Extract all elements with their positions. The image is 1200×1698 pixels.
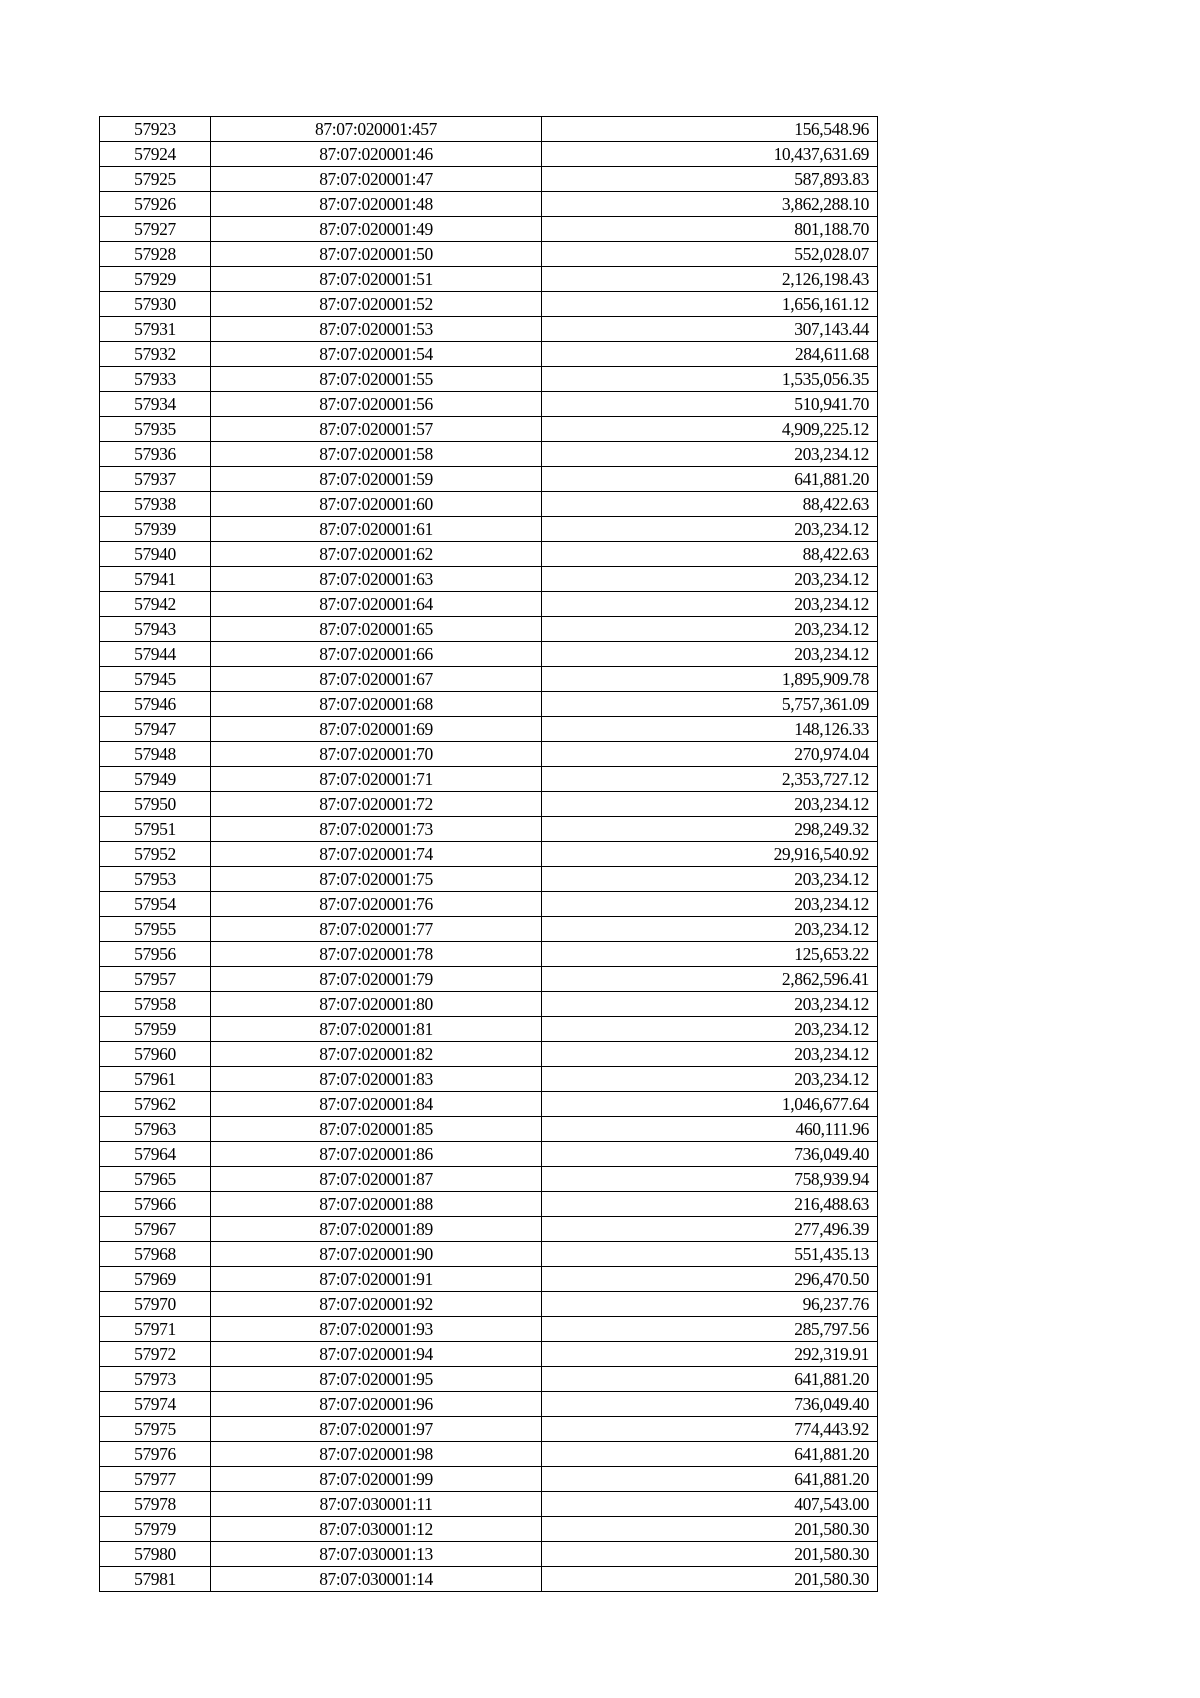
cadastral-number-cell: 87:07:020001:93 <box>211 1317 542 1342</box>
value-cell: 125,653.22 <box>542 942 878 967</box>
cadastral-number-cell: 87:07:020001:49 <box>211 217 542 242</box>
table-row <box>100 317 878 342</box>
value-cell: 641,881.20 <box>542 1442 878 1467</box>
table-row <box>100 1417 878 1442</box>
cadastral-number-cell: 87:07:020001:89 <box>211 1217 542 1242</box>
value-cell: 1,046,677.64 <box>542 1092 878 1117</box>
row-number-cell: 57948 <box>100 742 211 767</box>
value-cell: 201,580.30 <box>542 1567 878 1592</box>
value-cell: 203,234.12 <box>542 617 878 642</box>
row-number-cell: 57965 <box>100 1167 211 1192</box>
value-cell: 203,234.12 <box>542 642 878 667</box>
table-row <box>100 1117 878 1142</box>
row-number-cell: 57970 <box>100 1292 211 1317</box>
cadastral-number-cell: 87:07:020001:457 <box>211 117 542 142</box>
row-number-cell: 57939 <box>100 517 211 542</box>
table-row <box>100 1367 878 1392</box>
value-cell: 203,234.12 <box>542 792 878 817</box>
value-cell: 203,234.12 <box>542 892 878 917</box>
table-row <box>100 517 878 542</box>
row-number-cell: 57951 <box>100 817 211 842</box>
value-cell: 88,422.63 <box>542 492 878 517</box>
cadastral-number-cell: 87:07:020001:81 <box>211 1017 542 1042</box>
table-row <box>100 417 878 442</box>
table-row <box>100 492 878 517</box>
table-row <box>100 1542 878 1567</box>
cadastral-number-cell: 87:07:020001:48 <box>211 192 542 217</box>
row-number-cell: 57933 <box>100 367 211 392</box>
row-number-cell: 57943 <box>100 617 211 642</box>
value-cell: 203,234.12 <box>542 442 878 467</box>
cadastral-number-cell: 87:07:020001:87 <box>211 1167 542 1192</box>
row-number-cell: 57932 <box>100 342 211 367</box>
row-number-cell: 57952 <box>100 842 211 867</box>
value-cell: 296,470.50 <box>542 1267 878 1292</box>
value-cell: 1,895,909.78 <box>542 667 878 692</box>
cadastral-number-cell: 87:07:020001:62 <box>211 542 542 567</box>
cadastral-number-cell: 87:07:020001:61 <box>211 517 542 542</box>
cadastral-number-cell: 87:07:020001:64 <box>211 592 542 617</box>
row-number-cell: 57924 <box>100 142 211 167</box>
table-row <box>100 1267 878 1292</box>
cadastral-number-cell: 87:07:020001:67 <box>211 667 542 692</box>
cadastral-number-cell: 87:07:020001:51 <box>211 267 542 292</box>
row-number-cell: 57955 <box>100 917 211 942</box>
value-cell: 201,580.30 <box>542 1542 878 1567</box>
cadastral-number-cell: 87:07:020001:57 <box>211 417 542 442</box>
cadastral-number-cell: 87:07:020001:69 <box>211 717 542 742</box>
table-row <box>100 967 878 992</box>
row-number-cell: 57966 <box>100 1192 211 1217</box>
table-row <box>100 1467 878 1492</box>
cadastral-number-cell: 87:07:020001:85 <box>211 1117 542 1142</box>
table-row <box>100 1317 878 1342</box>
table-row <box>100 342 878 367</box>
value-cell: 407,543.00 <box>542 1492 878 1517</box>
cadastral-number-cell: 87:07:030001:12 <box>211 1517 542 1542</box>
value-cell: 551,435.13 <box>542 1242 878 1267</box>
cadastral-number-cell: 87:07:020001:94 <box>211 1342 542 1367</box>
table-row <box>100 767 878 792</box>
table-row <box>100 1017 878 1042</box>
table-row <box>100 1517 878 1542</box>
table-row <box>100 892 878 917</box>
table-row <box>100 1067 878 1092</box>
row-number-cell: 57956 <box>100 942 211 967</box>
value-cell: 203,234.12 <box>542 1042 878 1067</box>
value-cell: 2,353,727.12 <box>542 767 878 792</box>
row-number-cell: 57940 <box>100 542 211 567</box>
value-cell: 216,488.63 <box>542 1192 878 1217</box>
table-row <box>100 1192 878 1217</box>
cadastral-number-cell: 87:07:020001:91 <box>211 1267 542 1292</box>
table-row <box>100 617 878 642</box>
table-row <box>100 142 878 167</box>
value-cell: 29,916,540.92 <box>542 842 878 867</box>
value-cell: 774,443.92 <box>542 1417 878 1442</box>
value-cell: 10,437,631.69 <box>542 142 878 167</box>
value-cell: 552,028.07 <box>542 242 878 267</box>
cadastral-number-cell: 87:07:020001:82 <box>211 1042 542 1067</box>
row-number-cell: 57980 <box>100 1542 211 1567</box>
row-number-cell: 57945 <box>100 667 211 692</box>
row-number-cell: 57981 <box>100 1567 211 1592</box>
table-row <box>100 692 878 717</box>
value-cell: 307,143.44 <box>542 317 878 342</box>
row-number-cell: 57968 <box>100 1242 211 1267</box>
table-row <box>100 1342 878 1367</box>
value-cell: 270,974.04 <box>542 742 878 767</box>
table-row <box>100 867 878 892</box>
value-cell: 736,049.40 <box>542 1392 878 1417</box>
row-number-cell: 57977 <box>100 1467 211 1492</box>
row-number-cell: 57973 <box>100 1367 211 1392</box>
cadastral-number-cell: 87:07:020001:53 <box>211 317 542 342</box>
table-row <box>100 1167 878 1192</box>
cadastral-number-cell: 87:07:020001:74 <box>211 842 542 867</box>
row-number-cell: 57969 <box>100 1267 211 1292</box>
row-number-cell: 57937 <box>100 467 211 492</box>
value-cell: 3,862,288.10 <box>542 192 878 217</box>
row-number-cell: 57967 <box>100 1217 211 1242</box>
row-number-cell: 57974 <box>100 1392 211 1417</box>
cadastral-number-cell: 87:07:020001:63 <box>211 567 542 592</box>
row-number-cell: 57944 <box>100 642 211 667</box>
value-cell: 203,234.12 <box>542 1067 878 1092</box>
row-number-cell: 57947 <box>100 717 211 742</box>
value-cell: 1,656,161.12 <box>542 292 878 317</box>
value-cell: 203,234.12 <box>542 592 878 617</box>
row-number-cell: 57936 <box>100 442 211 467</box>
table-row <box>100 1092 878 1117</box>
table-row <box>100 742 878 767</box>
table-row <box>100 167 878 192</box>
table-row <box>100 592 878 617</box>
table-row <box>100 542 878 567</box>
table-row <box>100 367 878 392</box>
value-cell: 641,881.20 <box>542 1367 878 1392</box>
cadastral-number-cell: 87:07:030001:11 <box>211 1492 542 1517</box>
value-cell: 292,319.91 <box>542 1342 878 1367</box>
table-row <box>100 1567 878 1592</box>
table-row <box>100 117 878 142</box>
cadastral-number-cell: 87:07:030001:14 <box>211 1567 542 1592</box>
row-number-cell: 57953 <box>100 867 211 892</box>
cadastral-number-cell: 87:07:020001:78 <box>211 942 542 967</box>
row-number-cell: 57927 <box>100 217 211 242</box>
table-row <box>100 1042 878 1067</box>
cadastral-number-cell: 87:07:020001:86 <box>211 1142 542 1167</box>
row-number-cell: 57938 <box>100 492 211 517</box>
value-cell: 641,881.20 <box>542 467 878 492</box>
value-cell: 4,909,225.12 <box>542 417 878 442</box>
value-cell: 156,548.96 <box>542 117 878 142</box>
row-number-cell: 57978 <box>100 1492 211 1517</box>
row-number-cell: 57930 <box>100 292 211 317</box>
row-number-cell: 57934 <box>100 392 211 417</box>
value-cell: 203,234.12 <box>542 567 878 592</box>
table-row <box>100 192 878 217</box>
value-cell: 587,893.83 <box>542 167 878 192</box>
value-cell: 5,757,361.09 <box>542 692 878 717</box>
value-cell: 284,611.68 <box>542 342 878 367</box>
cadastral-number-cell: 87:07:020001:65 <box>211 617 542 642</box>
value-cell: 148,126.33 <box>542 717 878 742</box>
cadastral-number-cell: 87:07:020001:97 <box>211 1417 542 1442</box>
table-row <box>100 1217 878 1242</box>
table-row <box>100 242 878 267</box>
row-number-cell: 57923 <box>100 117 211 142</box>
table-row <box>100 442 878 467</box>
table-row <box>100 792 878 817</box>
table-row <box>100 292 878 317</box>
cadastral-number-cell: 87:07:020001:59 <box>211 467 542 492</box>
row-number-cell: 57929 <box>100 267 211 292</box>
table-row <box>100 392 878 417</box>
value-cell: 298,249.32 <box>542 817 878 842</box>
table-row <box>100 1242 878 1267</box>
value-cell: 1,535,056.35 <box>542 367 878 392</box>
table-row <box>100 467 878 492</box>
row-number-cell: 57931 <box>100 317 211 342</box>
cadastral-number-cell: 87:07:020001:99 <box>211 1467 542 1492</box>
table-row <box>100 817 878 842</box>
table-row <box>100 1442 878 1467</box>
value-cell: 203,234.12 <box>542 917 878 942</box>
value-cell: 203,234.12 <box>542 517 878 542</box>
value-cell: 203,234.12 <box>542 992 878 1017</box>
row-number-cell: 57925 <box>100 167 211 192</box>
data-table <box>99 116 878 1592</box>
cadastral-number-cell: 87:07:020001:71 <box>211 767 542 792</box>
value-cell: 736,049.40 <box>542 1142 878 1167</box>
row-number-cell: 57957 <box>100 967 211 992</box>
row-number-cell: 57926 <box>100 192 211 217</box>
row-number-cell: 57935 <box>100 417 211 442</box>
row-number-cell: 57941 <box>100 567 211 592</box>
table-row <box>100 1492 878 1517</box>
cadastral-number-cell: 87:07:020001:60 <box>211 492 542 517</box>
row-number-cell: 57963 <box>100 1117 211 1142</box>
cadastral-number-cell: 87:07:020001:80 <box>211 992 542 1017</box>
cadastral-number-cell: 87:07:020001:70 <box>211 742 542 767</box>
table-row <box>100 992 878 1017</box>
cadastral-number-cell: 87:07:020001:47 <box>211 167 542 192</box>
cadastral-number-cell: 87:07:020001:95 <box>211 1367 542 1392</box>
row-number-cell: 57950 <box>100 792 211 817</box>
cadastral-number-cell: 87:07:020001:58 <box>211 442 542 467</box>
table-row <box>100 567 878 592</box>
cadastral-number-cell: 87:07:020001:76 <box>211 892 542 917</box>
row-number-cell: 57949 <box>100 767 211 792</box>
cadastral-number-cell: 87:07:020001:72 <box>211 792 542 817</box>
cadastral-number-cell: 87:07:030001:13 <box>211 1542 542 1567</box>
value-cell: 801,188.70 <box>542 217 878 242</box>
row-number-cell: 57979 <box>100 1517 211 1542</box>
value-cell: 2,126,198.43 <box>542 267 878 292</box>
table-row <box>100 642 878 667</box>
cadastral-number-cell: 87:07:020001:52 <box>211 292 542 317</box>
row-number-cell: 57975 <box>100 1417 211 1442</box>
row-number-cell: 57928 <box>100 242 211 267</box>
value-cell: 88,422.63 <box>542 542 878 567</box>
value-cell: 285,797.56 <box>542 1317 878 1342</box>
table-row <box>100 942 878 967</box>
cadastral-number-cell: 87:07:020001:56 <box>211 392 542 417</box>
row-number-cell: 57942 <box>100 592 211 617</box>
cadastral-number-cell: 87:07:020001:66 <box>211 642 542 667</box>
cadastral-number-cell: 87:07:020001:55 <box>211 367 542 392</box>
cadastral-number-cell: 87:07:020001:77 <box>211 917 542 942</box>
row-number-cell: 57976 <box>100 1442 211 1467</box>
row-number-cell: 57959 <box>100 1017 211 1042</box>
row-number-cell: 57964 <box>100 1142 211 1167</box>
cadastral-number-cell: 87:07:020001:79 <box>211 967 542 992</box>
cadastral-number-cell: 87:07:020001:73 <box>211 817 542 842</box>
table-row <box>100 1292 878 1317</box>
table-row <box>100 842 878 867</box>
row-number-cell: 57961 <box>100 1067 211 1092</box>
cadastral-number-cell: 87:07:020001:88 <box>211 1192 542 1217</box>
table-row <box>100 1142 878 1167</box>
table-row <box>100 1392 878 1417</box>
value-cell: 758,939.94 <box>542 1167 878 1192</box>
cadastral-number-cell: 87:07:020001:84 <box>211 1092 542 1117</box>
value-cell: 2,862,596.41 <box>542 967 878 992</box>
value-cell: 460,111.96 <box>542 1117 878 1142</box>
value-cell: 96,237.76 <box>542 1292 878 1317</box>
cadastral-number-cell: 87:07:020001:54 <box>211 342 542 367</box>
table-row <box>100 217 878 242</box>
row-number-cell: 57962 <box>100 1092 211 1117</box>
cadastral-number-cell: 87:07:020001:83 <box>211 1067 542 1092</box>
cadastral-number-cell: 87:07:020001:68 <box>211 692 542 717</box>
row-number-cell: 57960 <box>100 1042 211 1067</box>
table-row <box>100 267 878 292</box>
value-cell: 277,496.39 <box>542 1217 878 1242</box>
data-table-body <box>100 117 878 1592</box>
cadastral-number-cell: 87:07:020001:96 <box>211 1392 542 1417</box>
row-number-cell: 57958 <box>100 992 211 1017</box>
value-cell: 201,580.30 <box>542 1517 878 1542</box>
table-row <box>100 717 878 742</box>
cadastral-number-cell: 87:07:020001:46 <box>211 142 542 167</box>
table-row <box>100 667 878 692</box>
table-row <box>100 917 878 942</box>
cadastral-number-cell: 87:07:020001:50 <box>211 242 542 267</box>
value-cell: 203,234.12 <box>542 867 878 892</box>
row-number-cell: 57972 <box>100 1342 211 1367</box>
cadastral-number-cell: 87:07:020001:75 <box>211 867 542 892</box>
value-cell: 510,941.70 <box>542 392 878 417</box>
cadastral-number-cell: 87:07:020001:90 <box>211 1242 542 1267</box>
cadastral-number-cell: 87:07:020001:98 <box>211 1442 542 1467</box>
value-cell: 641,881.20 <box>542 1467 878 1492</box>
value-cell: 203,234.12 <box>542 1017 878 1042</box>
row-number-cell: 57946 <box>100 692 211 717</box>
cadastral-number-cell: 87:07:020001:92 <box>211 1292 542 1317</box>
row-number-cell: 57954 <box>100 892 211 917</box>
row-number-cell: 57971 <box>100 1317 211 1342</box>
